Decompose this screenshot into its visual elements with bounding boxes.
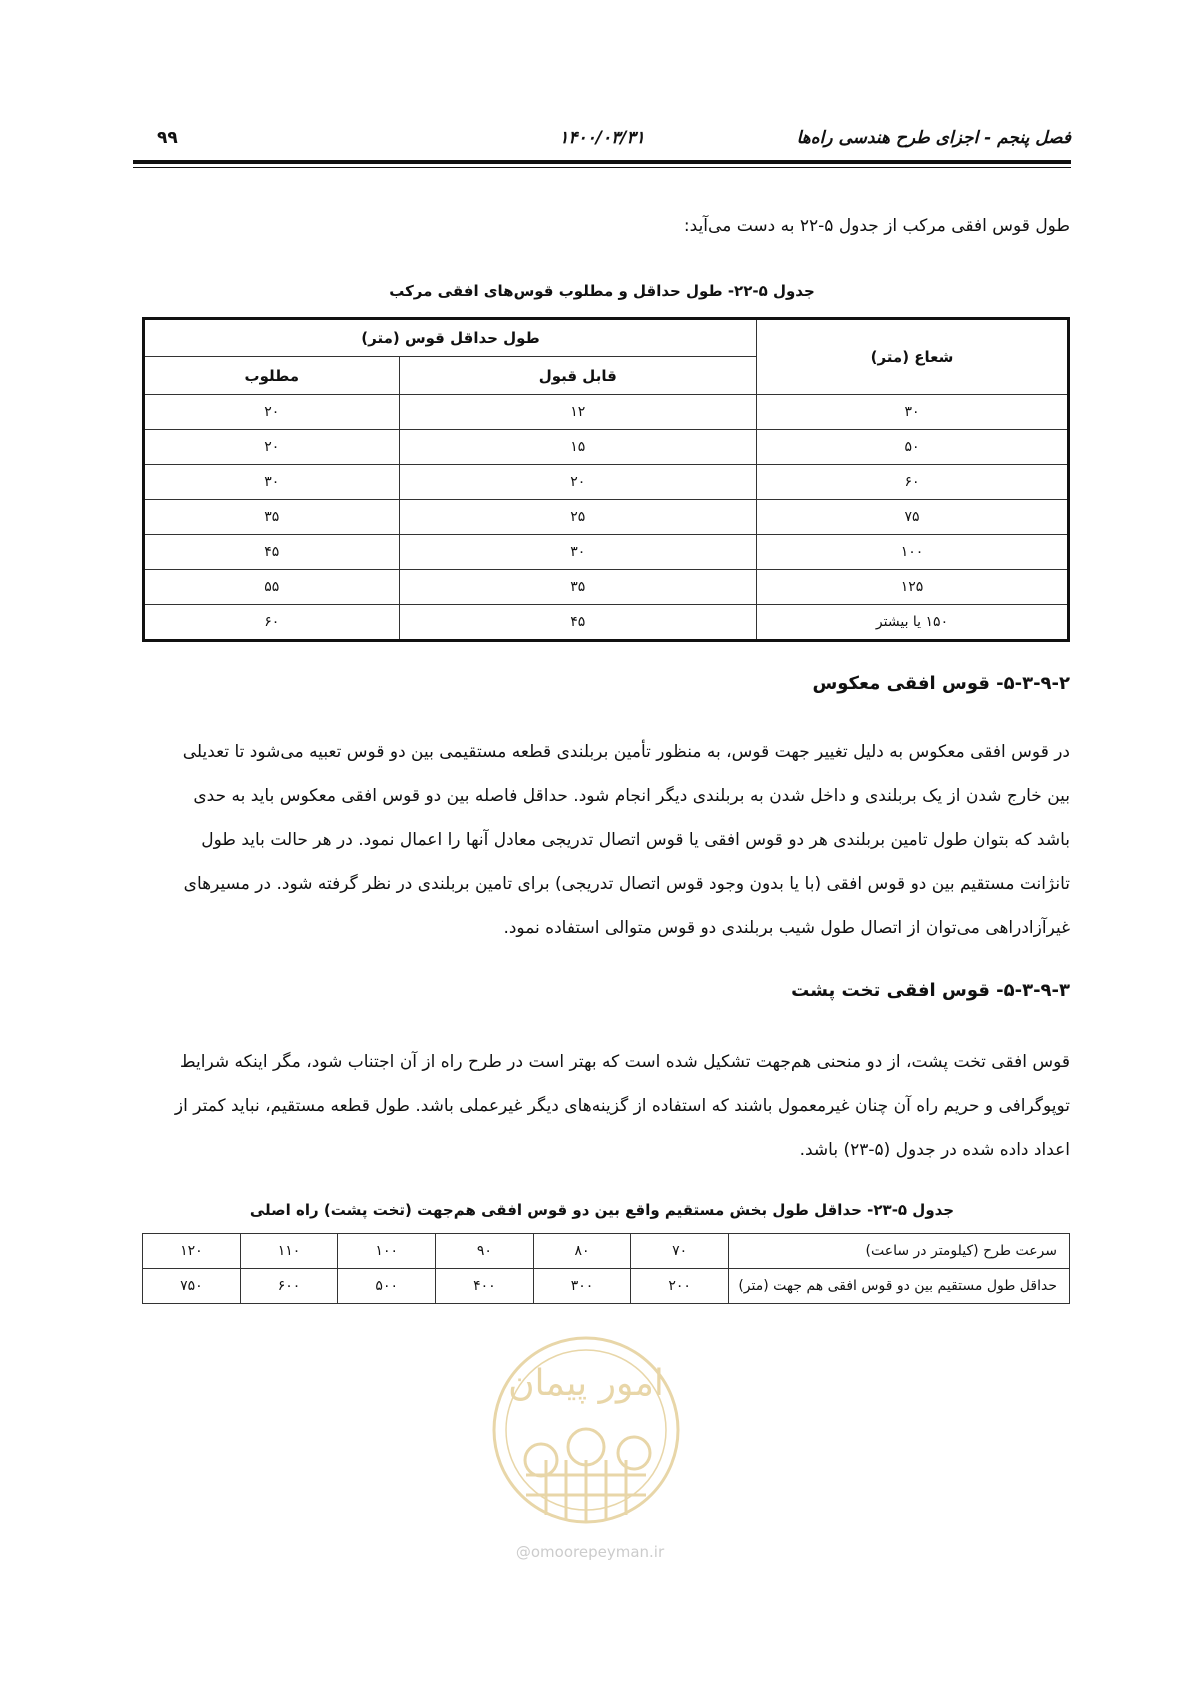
table-row: [144, 570, 1069, 605]
cell-desired: ۴۵: [144, 535, 400, 570]
cell-speed: ۹۰: [436, 1234, 534, 1269]
table-row: [143, 1234, 1070, 1269]
cell-length: ۷۵۰: [143, 1269, 241, 1304]
cell-radius: ۱۵۰ یا بیشتر: [757, 605, 1069, 641]
paragraph-line: باشد که بتوان طول تامین بربلندی هر دو قوس افقی یا قوس اتصال تدریجی معادل آنها را اعمال نمود. در هر حالت باید طول: [201, 830, 1070, 850]
cell-acceptable: ۱۲: [399, 395, 756, 430]
cell-speed: ۸۰: [533, 1234, 631, 1269]
paragraph-line: اعداد داده شده در جدول (۵-۲۳) باشد.: [799, 1140, 1070, 1160]
chapter-title: فصل پنجم - اجزای طرح هندسی راه‌ها: [796, 128, 1071, 148]
table-compound-curves: [142, 317, 1070, 642]
paragraph-line: قوس افقی تخت پشت، از دو منحنی هم‌جهت تشکیل شده است که بهتر است در طرح راه از آن اجتناب شود، مگر اینکه شرایط: [179, 1052, 1070, 1072]
row-label-design-speed: سرعت طرح (کیلومتر در ساعت): [729, 1234, 1070, 1269]
page-number: ۹۹: [157, 128, 178, 148]
table-row: [143, 1269, 1070, 1304]
cell-acceptable: ۳۵: [399, 570, 756, 605]
cell-length: ۲۰۰: [631, 1269, 729, 1304]
cell-desired: ۲۰: [144, 430, 400, 465]
cell-acceptable: ۳۰: [399, 535, 756, 570]
header-date: ۱۴۰۰/۰۳/۳۱: [559, 128, 645, 148]
cell-length: ۵۰۰: [338, 1269, 436, 1304]
watermark-seal-text: امور پیمان: [508, 1363, 664, 1404]
watermark-site: @omoorepeyman.ir: [515, 1543, 665, 1561]
cell-speed: ۱۲۰: [143, 1234, 241, 1269]
header-rule-thin: [133, 167, 1071, 168]
cell-desired: ۳۵: [144, 500, 400, 535]
paragraph-line: غیرآزادراهی می‌توان از اتصال طول شیب بربلندی دو قوس متوالی استفاده نمود.: [503, 918, 1070, 938]
cell-acceptable: ۱۵: [399, 430, 756, 465]
table-row: [144, 395, 1069, 430]
cell-length: ۶۰۰: [240, 1269, 338, 1304]
page-header: [133, 128, 1071, 156]
cell-radius: ۶۰: [757, 465, 1069, 500]
table-row: [144, 605, 1069, 641]
table-row: [144, 430, 1069, 465]
intro-text: طول قوس افقی مرکب از جدول ۵-۲۲ به دست می‌آید:: [683, 216, 1070, 236]
paragraph-line: توپوگرافی و حریم راه آن چنان غیرمعمول باشند که استفاده از گزینه‌های دیگر غیرعملی باشد. طول قطعه مستقیم، نباید کمتر از: [174, 1096, 1070, 1116]
header-radius: شعاع (متر): [757, 319, 1069, 395]
section-heading-broken-back-curve: ۵-۳-۹-۳- قوس افقی تخت پشت: [791, 980, 1070, 1001]
paragraph-line: تانژانت مستقیم بین دو قوس افقی (با یا بدون وجود قوس اتصال تدریجی) برای تامین بربلندی در نظر گرفته شود. در مسیرهای: [183, 874, 1070, 894]
header-desired: مطلوب: [144, 357, 400, 395]
section1-paragraph: [142, 730, 1070, 950]
paragraph-line: بین خارج شدن از یک بربلندی و داخل شدن به بربلندی دیگر انجام شود. حداقل فاصله بین دو قوس افقی معکوس باید به حدی: [193, 786, 1070, 806]
cell-acceptable: ۴۵: [399, 605, 756, 641]
header-acceptable: قابل قبول: [399, 357, 756, 395]
cell-radius: ۱۰۰: [757, 535, 1069, 570]
cell-speed: ۷۰: [631, 1234, 729, 1269]
cell-desired: ۶۰: [144, 605, 400, 641]
header-min-length: طول حداقل قوس (متر): [144, 319, 757, 357]
cell-length: ۳۰۰: [533, 1269, 631, 1304]
section2-paragraph: [142, 1040, 1070, 1172]
table1-caption: جدول ۵-۲۲- طول حداقل و مطلوب قوس‌های افقی مرکب: [389, 282, 815, 300]
table2-caption: جدول ۵-۲۳- حداقل طول بخش مستقیم واقع بین دو قوس افقی هم‌جهت (تخت پشت) راه اصلی: [249, 1201, 955, 1219]
table-broken-back-curves: [142, 1233, 1070, 1304]
cell-desired: ۲۰: [144, 395, 400, 430]
cell-acceptable: ۲۵: [399, 500, 756, 535]
cell-desired: ۳۰: [144, 465, 400, 500]
cell-speed: ۱۰۰: [338, 1234, 436, 1269]
section-heading-reverse-curve: ۵-۳-۹-۲- قوس افقی معکوس: [812, 673, 1070, 694]
cell-speed: ۱۱۰: [240, 1234, 338, 1269]
cell-radius: ۳۰: [757, 395, 1069, 430]
table-row: [144, 500, 1069, 535]
row-label-min-length: حداقل طول مستقیم بین دو قوس افقی هم جهت (متر): [729, 1269, 1070, 1304]
table-row: [144, 535, 1069, 570]
cell-radius: ۱۲۵: [757, 570, 1069, 605]
cell-radius: ۵۰: [757, 430, 1069, 465]
watermark-seal-icon: [486, 1325, 686, 1535]
cell-desired: ۵۵: [144, 570, 400, 605]
cell-acceptable: ۲۰: [399, 465, 756, 500]
cell-length: ۴۰۰: [436, 1269, 534, 1304]
paragraph-line: در قوس افقی معکوس به دلیل تغییر جهت قوس، به منظور تأمین بربلندی قطعه مستقیمی بین دو قوس تعبیه می‌شود تا تعدیلی: [182, 742, 1070, 762]
header-rule-thick: [133, 160, 1071, 164]
cell-radius: ۷۵: [757, 500, 1069, 535]
table-row: [144, 465, 1069, 500]
